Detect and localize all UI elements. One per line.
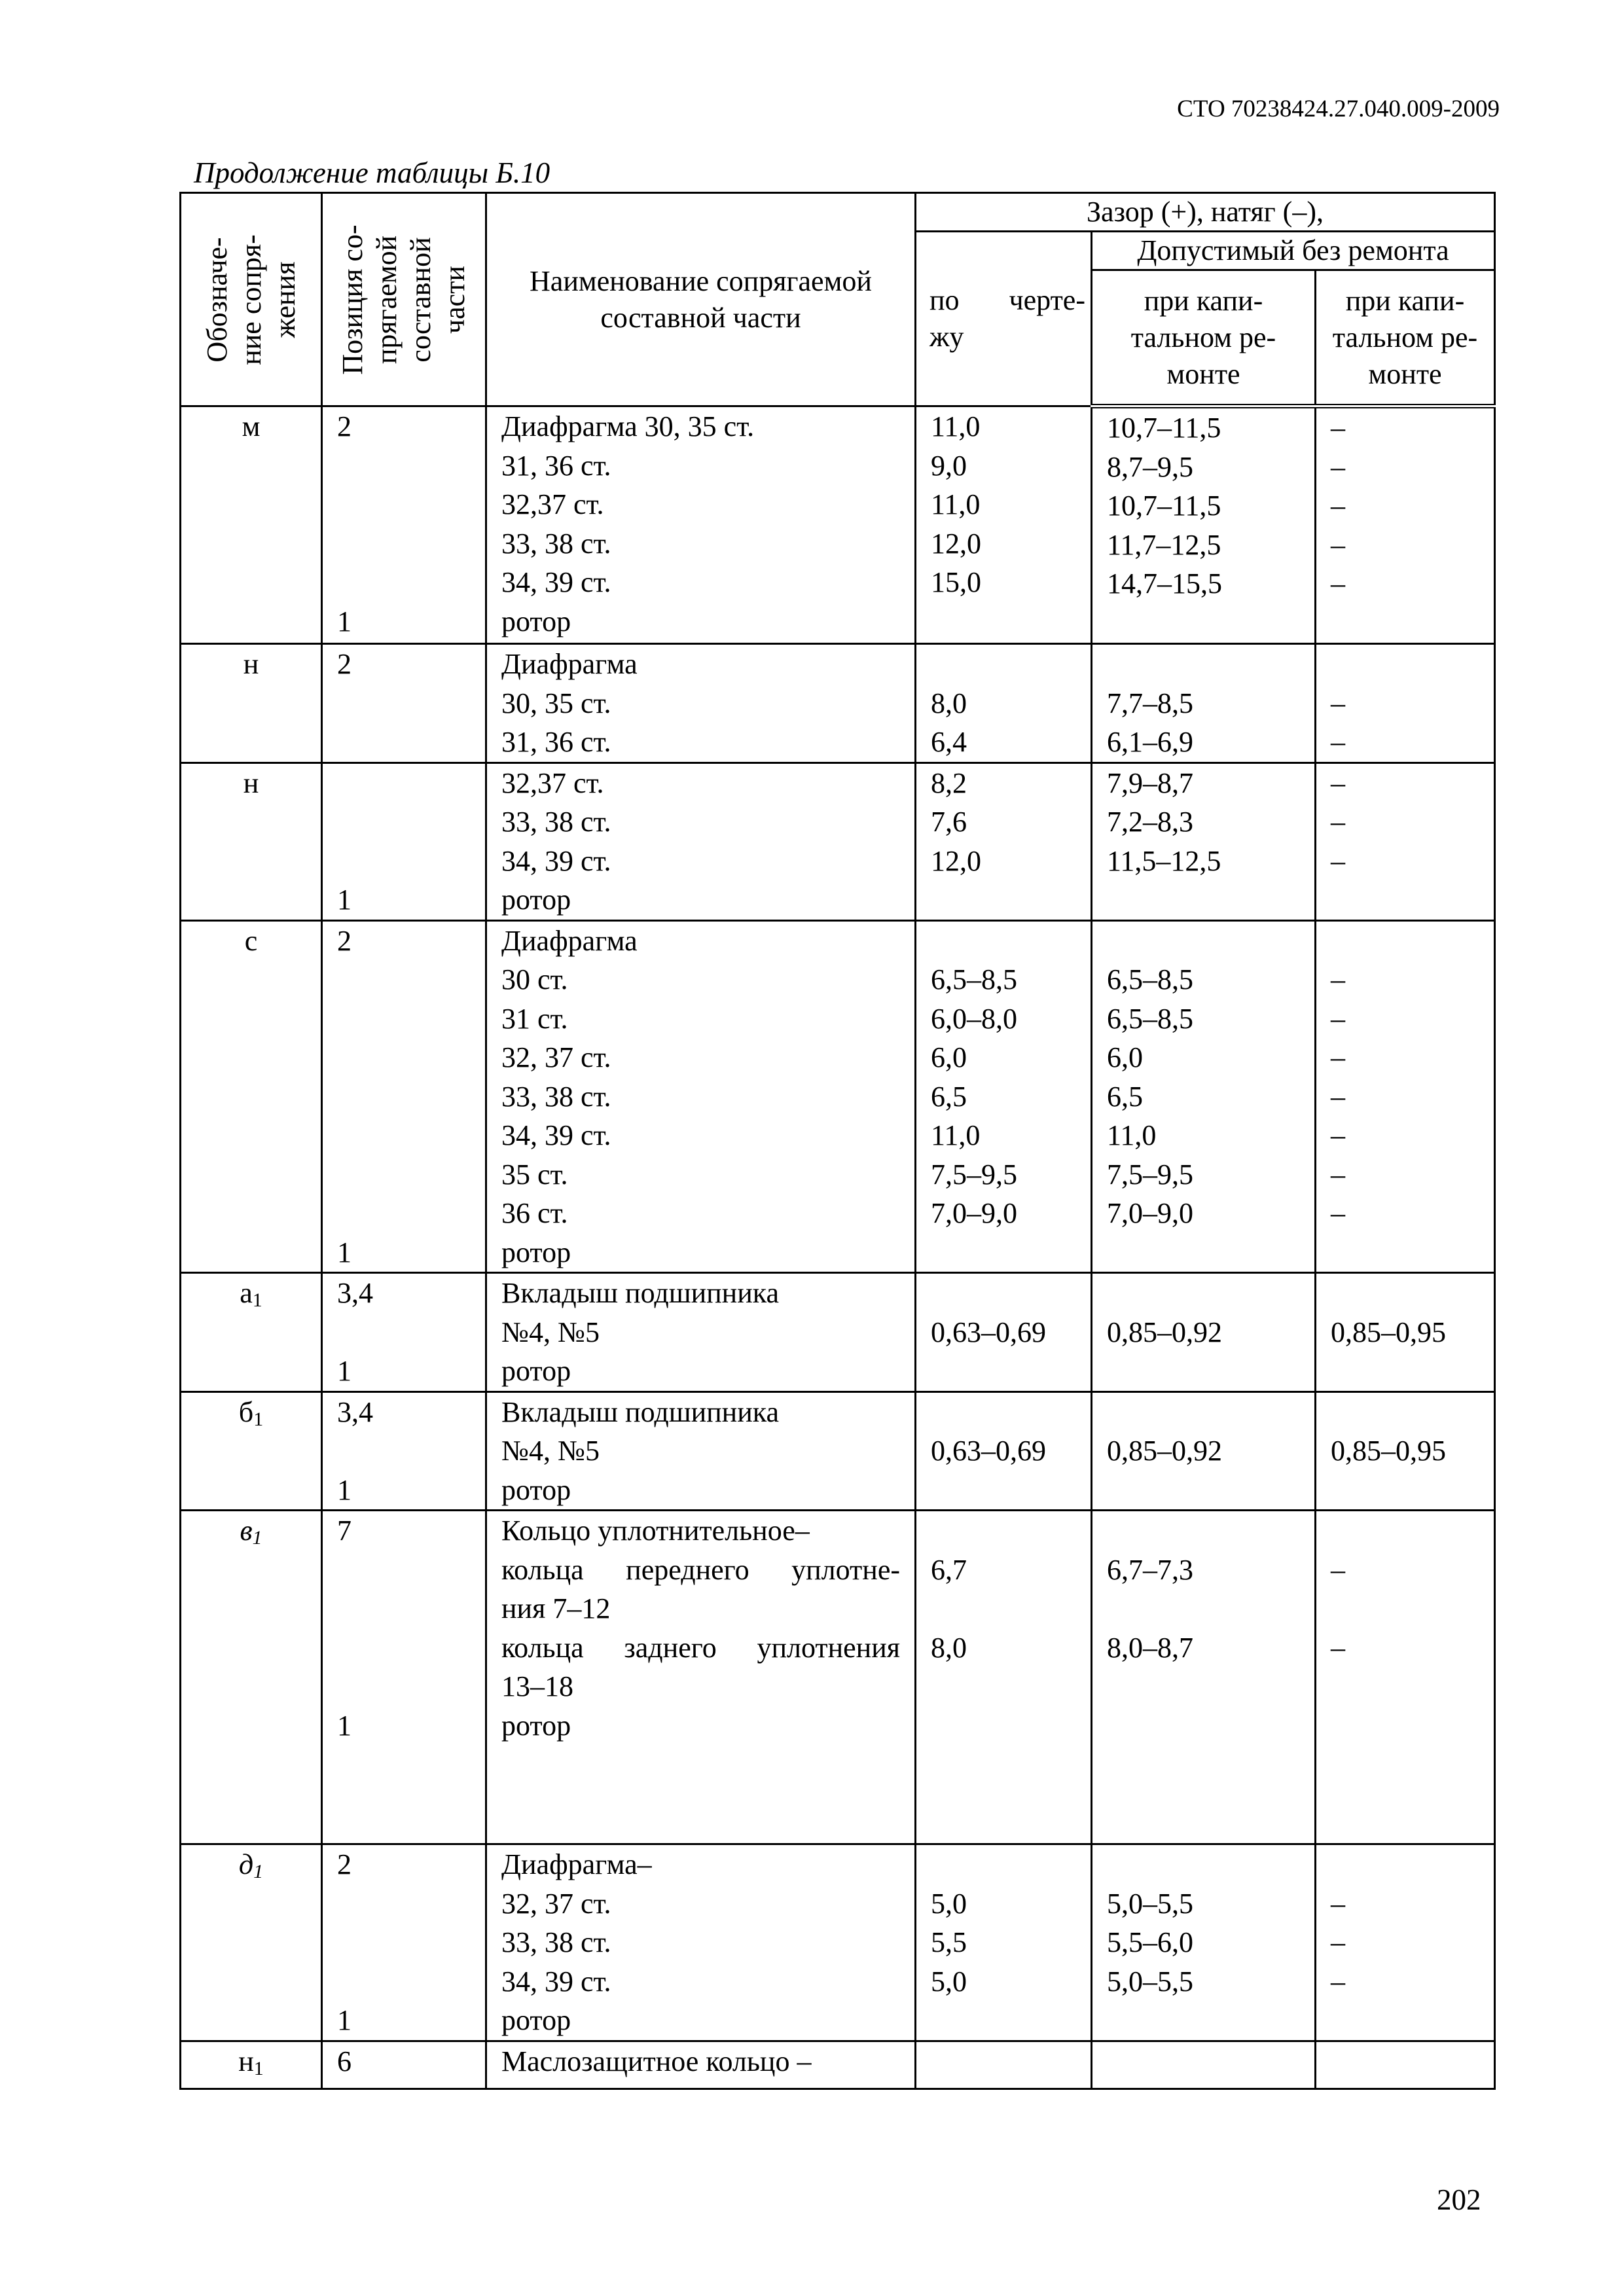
- cell-line: [1107, 1274, 1300, 1313]
- cell-line: –: [1331, 1197, 1345, 1229]
- capital-1-cell: [1092, 2041, 1316, 2089]
- cell-line: 8,7–9,5: [1107, 450, 1193, 483]
- cell-line: 5,0–5,5: [1107, 1965, 1193, 1998]
- cell-line: 5,5–6,0: [1107, 1926, 1193, 1958]
- cell-line: №4, №5: [501, 1435, 600, 1467]
- cell-line: [1107, 2001, 1300, 2040]
- col-position-text: Позиция со- прягаемой составной части: [336, 224, 471, 375]
- cell-line: [337, 1313, 471, 1352]
- cell-line: –: [1331, 1041, 1345, 1073]
- designation-cell: [181, 1273, 322, 1392]
- cell-line: 33, 38 ст.: [501, 527, 611, 560]
- cell-line: [1331, 1589, 1479, 1628]
- cell-line: [337, 524, 471, 564]
- by-drawing-cell: [916, 2041, 1092, 2089]
- cell-line: 7: [337, 1515, 352, 1547]
- cell-line: 10,7–11,5: [1107, 490, 1221, 522]
- cell-line: [931, 1471, 1076, 1510]
- cell-line: 1: [337, 884, 352, 916]
- cell-line: [337, 1155, 471, 1194]
- name-cell: [486, 406, 916, 644]
- cell-line: [1107, 1233, 1300, 1272]
- col-capital-2-text: при капи- тальном ре- монте: [1332, 284, 1478, 390]
- col-name-header: [486, 193, 916, 406]
- col-gap-group: Зазор (+), натяг (–),: [916, 193, 1495, 232]
- cell-line: 6: [337, 2045, 352, 2077]
- table-row: [181, 920, 1495, 1273]
- cell-line: 32, 37 ст.: [501, 1887, 611, 1920]
- cell-line: 3,4: [337, 1395, 373, 1428]
- cell-line: [337, 485, 471, 524]
- designation-cell: [181, 2041, 322, 2089]
- designation-cell: [181, 644, 322, 763]
- cell-line: 32,37 ст.: [501, 766, 604, 799]
- position-cell: [322, 1844, 486, 2041]
- cell-line: 11,0: [931, 1119, 981, 1151]
- cell-line: 7,0–9,0: [931, 1197, 1017, 1229]
- cell-line: [1331, 1511, 1479, 1551]
- cell-line: [337, 1077, 471, 1117]
- capital-1-cell: [1092, 1273, 1316, 1392]
- cell-line: 6,5–8,5: [1107, 1002, 1193, 1035]
- capital-1-cell: [1092, 644, 1316, 763]
- cell-line: [931, 2001, 1076, 2040]
- cell-line: [931, 922, 1076, 961]
- cell-line: 6,0: [931, 1041, 967, 1073]
- cell-line: 1: [337, 2004, 352, 2036]
- capital-1-cell: [1092, 406, 1316, 644]
- cell-line: [931, 1352, 1076, 1391]
- cell-line: [1107, 1393, 1300, 1432]
- cell-line: [1107, 1589, 1300, 1628]
- name-cell: [486, 1391, 916, 1511]
- name-cell: [486, 1844, 916, 2041]
- cell-line: [931, 645, 1076, 684]
- cell-line: 35 ст.: [501, 1158, 568, 1191]
- cell-line: 33, 38 ст.: [501, 806, 611, 838]
- table-row: [181, 1511, 1495, 1844]
- cell-line: 5,5: [931, 1926, 967, 1958]
- position-cell: [322, 644, 486, 763]
- col-designation-text: Обозначе- ние сопря- жения: [200, 234, 301, 365]
- cell-line: 31 ст.: [501, 1002, 568, 1035]
- cell-line: [337, 960, 471, 999]
- cell-line: ротор: [501, 1473, 571, 1506]
- capital-2-cell: [1316, 1391, 1495, 1511]
- cell-line: 11,7–12,5: [1107, 528, 1221, 561]
- cell-line: 34, 39 ст.: [501, 1119, 611, 1151]
- cell-line: –: [1331, 1158, 1345, 1191]
- col-capital-2: [1316, 270, 1495, 406]
- cell-line: [1331, 2001, 1479, 2040]
- cell-line: 7,0–9,0: [1107, 1197, 1193, 1229]
- position-cell: [322, 1511, 486, 1844]
- cell-line: 6,5: [931, 1080, 967, 1113]
- cell-line: [337, 802, 471, 842]
- cell-line: 7,7–8,5: [1107, 687, 1193, 719]
- cell-line: 3,4: [337, 1277, 373, 1309]
- cell-line: 1: [337, 605, 352, 637]
- cell-line: 34, 39 ст.: [501, 566, 611, 598]
- by-drawing-cell: [916, 1844, 1092, 2041]
- cell-line: –: [1331, 963, 1345, 996]
- capital-1-cell: [1092, 1391, 1316, 1511]
- cell-line: –: [1331, 766, 1345, 799]
- cell-line: Вкладыш подшипника: [501, 1277, 780, 1309]
- cell-line: [931, 1667, 1076, 1706]
- designation-letter: б: [238, 1395, 254, 1428]
- cell-line: –: [1331, 567, 1345, 600]
- position-cell: [322, 762, 486, 920]
- cell-line: –: [1331, 806, 1345, 838]
- cell-line: 1: [337, 1473, 352, 1506]
- designation-letter: н: [243, 766, 259, 799]
- cell-line: –: [1331, 687, 1345, 719]
- cell-line: Диафрагма 30, 35 ст.: [501, 410, 755, 442]
- cell-line: [1331, 880, 1479, 920]
- table-row: [181, 1273, 1495, 1392]
- col-capital-1: [1092, 270, 1316, 406]
- cell-line: [1107, 2042, 1300, 2081]
- designation-subscript: 1: [253, 1408, 264, 1430]
- table-body: [181, 406, 1495, 2089]
- cell-line: 14,7–15,5: [1107, 567, 1222, 600]
- capital-2-cell: [1316, 1511, 1495, 1844]
- cell-line: [931, 1589, 1076, 1628]
- cell-line: [337, 1589, 471, 1628]
- designation-subscript: 1: [253, 1861, 264, 1882]
- cell-line: [1107, 1352, 1300, 1391]
- by-drawing-cell: [916, 1511, 1092, 1844]
- cell-line: 10,7–11,5: [1107, 412, 1221, 444]
- name-cell: [486, 2041, 916, 2089]
- cell-line: [337, 1923, 471, 1962]
- cell-line: 34, 39 ст.: [501, 1965, 611, 1998]
- designation-letter: а: [240, 1277, 253, 1309]
- cell-line: 6,7: [931, 1553, 967, 1586]
- cell-line: [337, 999, 471, 1039]
- cell-line: [1331, 1706, 1479, 1746]
- by-drawing-cell: [916, 1391, 1092, 1511]
- cell-line: [337, 1628, 471, 1668]
- cell-line: 7,5–9,5: [1107, 1158, 1193, 1191]
- cell-line: Диафрагма: [501, 648, 638, 680]
- cell-line: [337, 1551, 471, 1590]
- cell-line: [931, 1845, 1076, 1884]
- cell-line: [931, 1393, 1076, 1432]
- designation-subscript: 1: [252, 1289, 262, 1311]
- capital-2-cell: [1316, 406, 1495, 644]
- by-drawing-cell: [916, 406, 1092, 644]
- col-capital-1-text: при капи- тальном ре- монте: [1130, 284, 1276, 390]
- cell-line: –: [1331, 490, 1345, 522]
- cell-line: Маслозащитное кольцо –: [501, 2045, 812, 2077]
- cell-line: [337, 842, 471, 881]
- cell-line: ротор: [501, 1709, 571, 1742]
- cell-line: 1: [337, 1236, 352, 1268]
- name-cell: [486, 1273, 916, 1392]
- cell-line: 12,0: [931, 527, 981, 560]
- cell-line: 36 ст.: [501, 1197, 568, 1229]
- name-cell: [486, 920, 916, 1273]
- col-position-header: [322, 193, 486, 406]
- cell-line: 0,85–0,92: [1107, 1316, 1222, 1348]
- cell-line: ротор: [501, 2004, 571, 2036]
- by-drawing-cell: [916, 644, 1092, 763]
- cell-line: 11,5–12,5: [1107, 844, 1221, 877]
- cell-line: 5,0: [931, 1887, 967, 1920]
- table-row: [181, 762, 1495, 920]
- cell-line: [1331, 1393, 1479, 1432]
- cell-line: [1107, 1706, 1300, 1746]
- cell-line: [337, 764, 471, 803]
- cell-line: [337, 1884, 471, 1924]
- cell-line: [337, 1962, 471, 2001]
- cell-line: 11,0: [931, 488, 981, 520]
- cell-line: [1331, 1471, 1479, 1510]
- cell-line: 5,0: [931, 1965, 967, 1998]
- cell-line: –: [1331, 1119, 1345, 1151]
- cell-line: 8,0: [931, 1631, 967, 1664]
- cell-line: ротор: [501, 605, 571, 637]
- capital-1-cell: [1092, 920, 1316, 1273]
- cell-line: –: [1331, 844, 1345, 877]
- capital-2-cell: [1316, 1844, 1495, 2041]
- cell-line: 11,0: [931, 410, 981, 442]
- cell-line: [1331, 603, 1479, 643]
- cell-line: [1331, 1845, 1479, 1884]
- cell-line: 15,0: [931, 566, 981, 598]
- cell-line: [337, 1194, 471, 1233]
- cell-line: [1107, 1667, 1300, 1706]
- cell-line: –: [1331, 1631, 1345, 1664]
- cell-line: [931, 1233, 1076, 1272]
- cell-line: [1107, 1511, 1300, 1551]
- cell-line: 12,0: [931, 844, 981, 877]
- cell-line: Диафрагма: [501, 924, 638, 957]
- cell-line: –: [1331, 528, 1345, 561]
- designation-letter: д: [238, 1848, 254, 1880]
- cell-line: [1331, 2042, 1479, 2081]
- cell-line: 13–18: [501, 1670, 573, 1702]
- cell-line: [337, 723, 471, 762]
- cell-line: 1: [337, 1709, 352, 1742]
- col-by-drawing-text: по черте- жу: [929, 284, 1085, 353]
- cell-line: [337, 1038, 471, 1077]
- table-row: [181, 1844, 1495, 2041]
- cell-line: [337, 446, 471, 486]
- by-drawing-cell: [916, 762, 1092, 920]
- cell-line: 7,6: [931, 806, 967, 838]
- cell-line: 11,0: [1107, 1119, 1157, 1151]
- capital-1-cell: [1092, 762, 1316, 920]
- cell-line: 5,0–5,5: [1107, 1887, 1193, 1920]
- cell-line: [931, 1706, 1076, 1746]
- cell-line: [1331, 1352, 1479, 1391]
- position-cell: [322, 406, 486, 644]
- cell-line: Кольцо уплотнительное–: [501, 1515, 810, 1547]
- designation-letter: н: [238, 2045, 254, 2077]
- name-cell: [486, 1511, 916, 1844]
- cell-line: 33, 38 ст.: [501, 1080, 611, 1113]
- cell-line: [337, 1116, 471, 1155]
- cell-line: –: [1331, 1002, 1345, 1035]
- capital-2-cell: [1316, 1273, 1495, 1392]
- cell-line: [931, 2042, 1076, 2081]
- cell-line: 6,5–8,5: [1107, 963, 1193, 996]
- cell-line: [931, 1511, 1076, 1551]
- cell-line: [931, 602, 1076, 641]
- designation-subscript: 1: [252, 1527, 262, 1549]
- designation-letter: в: [240, 1515, 253, 1547]
- table-title: Продолжение таблицы Б.10: [194, 156, 550, 189]
- table-row: [181, 644, 1495, 763]
- cell-line: 6,0–8,0: [931, 1002, 1017, 1035]
- designation-cell: [181, 762, 322, 920]
- designation-cell: [181, 1844, 322, 2041]
- col-designation-header: [181, 193, 322, 406]
- position-cell: [322, 920, 486, 1273]
- cell-line: 31, 36 ст.: [501, 726, 611, 758]
- cell-line: [1331, 1274, 1479, 1313]
- capital-2-cell: [1316, 762, 1495, 920]
- cell-line: 0,85–0,95: [1331, 1316, 1446, 1348]
- cell-line: –: [1331, 1926, 1345, 1958]
- table-row: [181, 406, 1495, 644]
- cell-line: –: [1331, 726, 1345, 758]
- cell-line: [1107, 1471, 1300, 1510]
- cell-line: кольца заднего уплотнения: [501, 1631, 900, 1664]
- cell-line: –: [1331, 1080, 1345, 1113]
- cell-line: 9,0: [931, 449, 967, 482]
- cell-line: 6,1–6,9: [1107, 726, 1193, 758]
- capital-1-cell: [1092, 1844, 1316, 2041]
- cell-line: 8,0–8,7: [1107, 1631, 1193, 1664]
- cell-line: [337, 563, 471, 602]
- designation-subscript: 1: [253, 2057, 264, 2079]
- cell-line: [1107, 880, 1300, 920]
- cell-line: 32,37 ст.: [501, 488, 604, 520]
- cell-line: [337, 1667, 471, 1706]
- table-row: [181, 1391, 1495, 1511]
- cell-line: 0,63–0,69: [931, 1435, 1046, 1467]
- cell-line: 2: [337, 410, 352, 442]
- designation-cell: [181, 406, 322, 644]
- cell-line: №4, №5: [501, 1316, 600, 1348]
- position-cell: [322, 1273, 486, 1392]
- cell-line: 0,85–0,92: [1107, 1435, 1222, 1467]
- cell-line: [1331, 922, 1479, 961]
- cell-line: 2: [337, 648, 352, 680]
- cell-line: 2: [337, 924, 352, 957]
- cell-line: Диафрагма–: [501, 1848, 652, 1880]
- cell-line: ротор: [501, 884, 571, 916]
- col-name-text: Наименование сопрягаемой составной части: [530, 264, 872, 334]
- cell-line: ротор: [501, 1355, 571, 1387]
- col-allowed-group: Допустимый без ремонта: [1092, 232, 1495, 270]
- page-number: 202: [1437, 2183, 1481, 2216]
- cell-line: 30 ст.: [501, 963, 568, 996]
- cell-line: 7,5–9,5: [931, 1158, 1017, 1191]
- capital-1-cell: [1092, 1511, 1316, 1844]
- cell-line: 6,4: [931, 726, 967, 758]
- cell-line: –: [1331, 1887, 1345, 1920]
- designation-letter: н: [243, 648, 259, 680]
- cell-line: 2: [337, 1848, 352, 1880]
- cell-line: [337, 1431, 471, 1471]
- cell-line: [931, 880, 1076, 920]
- cell-line: 8,2: [931, 766, 967, 799]
- name-cell: [486, 762, 916, 920]
- cell-line: 7,2–8,3: [1107, 806, 1193, 838]
- designation-cell: [181, 920, 322, 1273]
- name-cell: [486, 644, 916, 763]
- cell-line: [1107, 922, 1300, 961]
- cell-line: [1331, 1233, 1479, 1272]
- designation-letter: м: [242, 410, 261, 442]
- cell-line: 8,0: [931, 687, 967, 719]
- col-by-drawing: [916, 232, 1092, 406]
- cell-line: [337, 684, 471, 723]
- cell-line: 32, 37 ст.: [501, 1041, 611, 1073]
- designation-cell: [181, 1391, 322, 1511]
- cell-line: –: [1331, 1553, 1345, 1586]
- document-number: СТО 70238424.27.040.009-2009: [1177, 96, 1500, 122]
- designation-cell: [181, 1511, 322, 1844]
- cell-line: 7,9–8,7: [1107, 766, 1193, 799]
- by-drawing-cell: [916, 920, 1092, 1273]
- cell-line: –: [1331, 450, 1345, 483]
- cell-line: –: [1331, 1965, 1345, 1998]
- capital-2-cell: [1316, 920, 1495, 1273]
- position-cell: [322, 1391, 486, 1511]
- capital-2-cell: [1316, 644, 1495, 763]
- cell-line: 0,85–0,95: [1331, 1435, 1446, 1467]
- cell-line: [1331, 645, 1479, 684]
- cell-line: [1331, 1667, 1479, 1706]
- clearance-table: [179, 192, 1496, 2090]
- cell-line: Вкладыш подшипника: [501, 1395, 780, 1428]
- cell-line: 33, 38 ст.: [501, 1926, 611, 1958]
- by-drawing-cell: [916, 1273, 1092, 1392]
- cell-line: [931, 1274, 1076, 1313]
- cell-line: [1107, 1845, 1300, 1884]
- cell-line: 0,63–0,69: [931, 1316, 1046, 1348]
- cell-line: 1: [337, 1355, 352, 1387]
- cell-line: ротор: [501, 1236, 571, 1268]
- cell-line: 31, 36 ст.: [501, 449, 611, 482]
- position-cell: [322, 2041, 486, 2089]
- designation-letter: с: [244, 924, 258, 957]
- cell-line: [1107, 603, 1300, 643]
- cell-line: 6,5–8,5: [931, 963, 1017, 996]
- cell-line: 30, 35 ст.: [501, 687, 611, 719]
- cell-line: 6,7–7,3: [1107, 1553, 1193, 1586]
- cell-line: 6,0: [1107, 1041, 1143, 1073]
- cell-line: кольца переднего уплотне-: [501, 1553, 900, 1586]
- capital-2-cell: [1316, 2041, 1495, 2089]
- cell-line: [1107, 645, 1300, 684]
- cell-line: ния 7–12: [501, 1592, 611, 1624]
- cell-line: –: [1331, 412, 1345, 444]
- table-row: [181, 2041, 1495, 2089]
- cell-line: 34, 39 ст.: [501, 844, 611, 877]
- cell-line: 6,5: [1107, 1080, 1143, 1113]
